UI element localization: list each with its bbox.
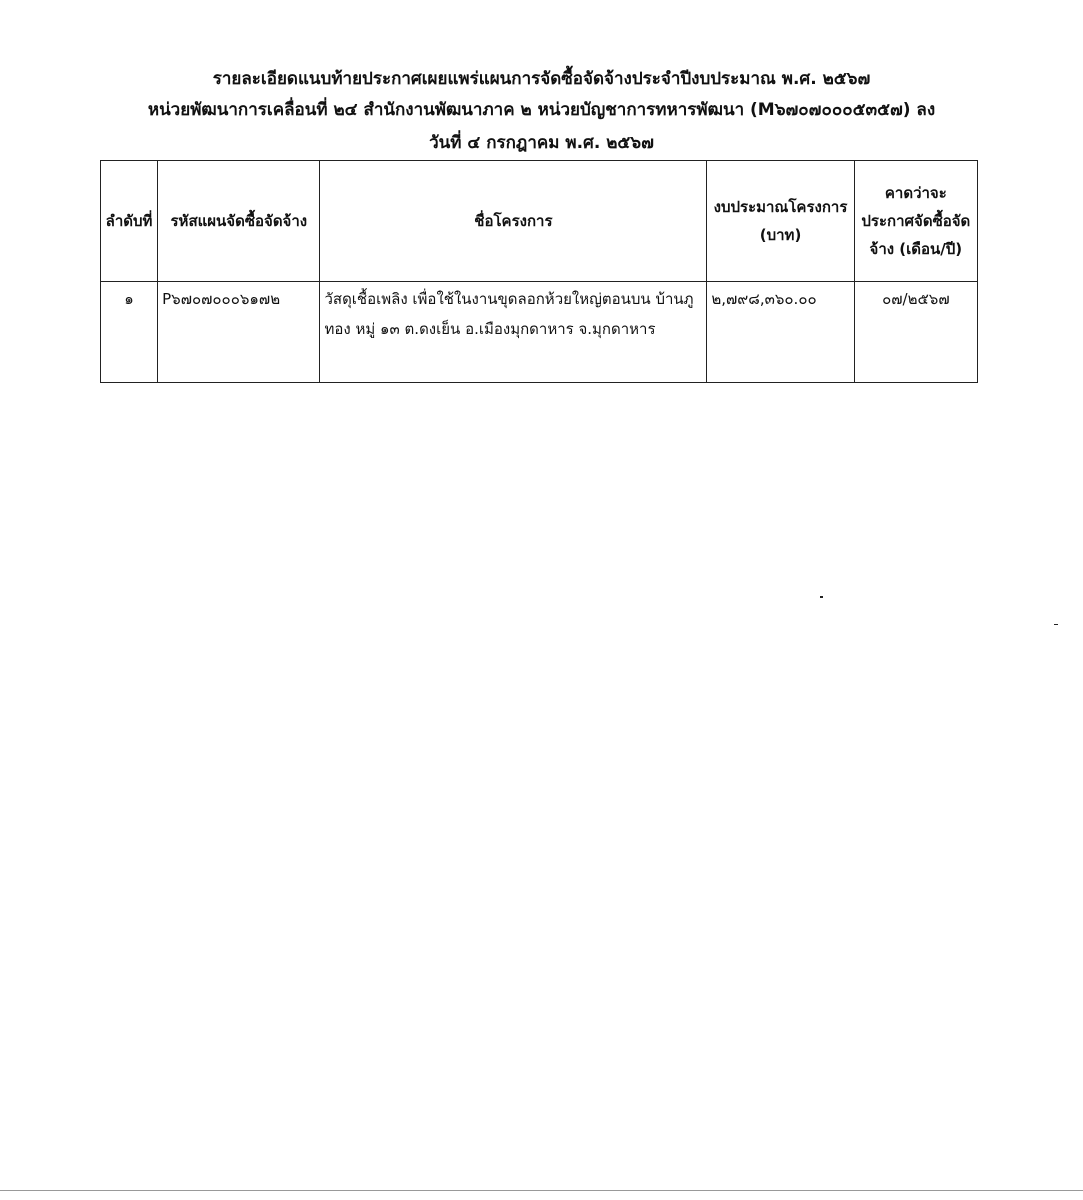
scan-speck [1054,624,1058,625]
column-header-plan-code: รหัสแผนจัดซื้อจัดจ้าง [158,161,320,282]
table-row [101,282,978,383]
column-header-budget: งบประมาณโครงการ (บาท) [707,161,854,282]
document-date-line: วันที่ ๔ กรกฎาคม พ.ศ. ๒๕๖๗ [429,133,654,153]
table-header-row [101,161,978,282]
cell-plan-code: P๖๗๐๗๐๐๐๖๑๗๒ [158,282,320,383]
document-title-line-1: รายละเอียดแนบท้ายประกาศเผยแพร่แผนการจัดซื้อจัดจ้างประจำปีงบประมาณ พ.ศ. ๒๕๖๗ [212,69,871,89]
scan-edge-line [0,1190,1083,1191]
cell-expected-date: ๐๗/๒๕๖๗ [854,282,977,383]
column-header-order: ลำดับที่ [101,161,158,282]
cell-order: ๑ [101,282,158,383]
document-title-line-2: หน่วยพัฒนาการเคลื่อนที่ ๒๔ สำนักงานพัฒนาภาค ๒ หน่วยบัญชาการทหารพัฒนา (M๖๗๐๗๐๐๐๕๓๕๗) ลง [147,100,936,120]
cell-budget: ๒,๗๙๘,๓๖๐.๐๐ [707,282,854,383]
column-header-project-name: ชื่อโครงการ [320,161,707,282]
scan-speck [820,596,823,598]
procurement-plan-table [100,160,978,383]
column-header-expected-date: คาดว่าจะประกาศจัดซื้อจัดจ้าง (เดือน/ปี) [854,161,977,282]
cell-project-name: วัสดุเชื้อเพลิง เพื่อใช้ในงานขุดลอกห้วยใหญ่ตอนบน บ้านภูทอง หมู่ ๑๓ ต.ดงเย็น อ.เมืองมุกดาหาร จ.มุกดาหาร [320,282,707,383]
